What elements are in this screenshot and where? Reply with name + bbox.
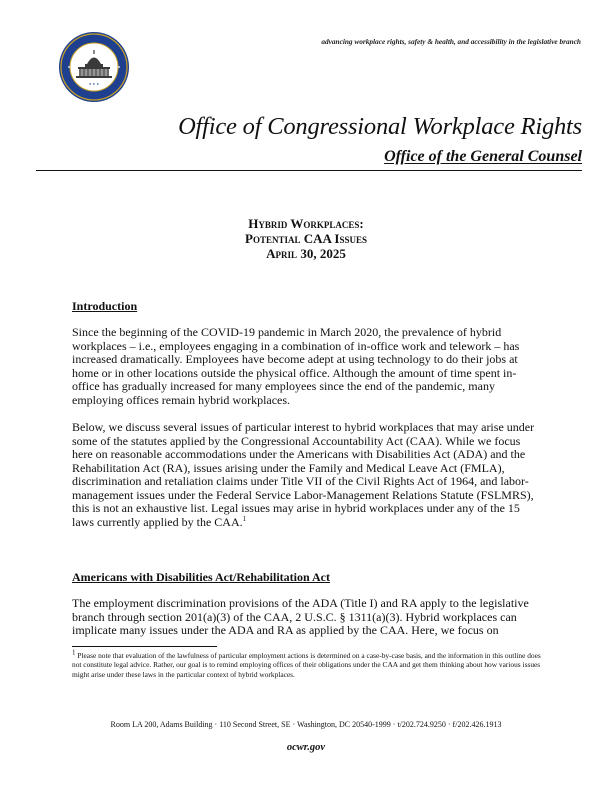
- ada-paragraph-1: The employment discrimination provisions of the ADA (Title I) and RA apply to the legislative branch through section 201(a)(3) of the CAA, 2 U.S.C. § 1311(a)(3). Hybrid workplaces can implicate many issues under the ADA and RA as applied by the CAA. Here, we focus on: [72, 596, 529, 637]
- svg-text:★ ★ ★: ★ ★ ★: [88, 82, 100, 86]
- footnote-number: 1: [72, 648, 76, 657]
- footnote-ref[interactable]: 1: [242, 514, 247, 523]
- ocwr-seal-logo: [58, 31, 130, 103]
- intro-paragraph-1: Since the beginning of the COVID-19 pandemic in March 2020, the prevalence of hybrid workplaces – i.e., employees engaging in a combination of in-office work and telework – has increased dramatically. Employees have become adept at using technology to do their jobs at home or in other locations outside the physical office. Although the amount of time spent in-office has gradually increased for many employees since the end of the pandemic, many employing offices remain hybrid workplaces.: [72, 325, 520, 407]
- intro-paragraph-2-text: Below, we discuss several issues of particular interest to hybrid workplaces that may arise under some of the statutes applied by the Congressional Accountability Act (CAA). While we focus here on reasonable accommodations under the Americans with Disabilities Act (ADA) and the Rehabilitation Act (RA), issues arising under the Family and Medical Leave Act (FMLA), discrimination and retaliation claims under Title VII of the Civil Rights Act of 1964, and labor-management issues under the Federal Service Labor-Management Relations Statute (FSLMRS), this is not an exhaustive list. Legal issues may arise in hybrid workplaces under any of the 15 laws currently applied by the CAA.: [72, 420, 535, 529]
- office-name: Office of Congressional Workplace Rights: [178, 113, 582, 140]
- tagline: advancing workplace rights, safety & health, and accessibility in the legislative branch: [321, 37, 581, 46]
- document-title: [0, 216, 612, 261]
- document-date: April 30, 2025: [266, 246, 346, 261]
- footnote-divider: [72, 646, 217, 647]
- footnote-text: Please note that evaluation of the lawfulness of particular employment actions is determined on a case-by-case basis, and the information in this outline does not constitute legal advice. Rather, our goal is to remind employing offices of their obligations under the CAA and get them thinking about how various issues might arise under these laws in the particular context of hybrid workplaces.: [72, 651, 541, 679]
- footnote: [72, 648, 542, 679]
- intro-paragraph-2: [72, 421, 540, 529]
- footer-website-link[interactable]: ocwr.gov: [286, 742, 326, 753]
- header-divider: [36, 170, 582, 171]
- title-line-2: Potential CAA Issues: [245, 231, 367, 246]
- ada-heading: Americans with Disabilities Act/Rehabilitation Act: [72, 570, 330, 584]
- footer-address: Room LA 200, Adams Building · 110 Second Street, SE · Washington, DC 20540-1999 · t/202.724.9250 · f/202.426.1913: [110, 720, 502, 729]
- title-line-1: Hybrid Workplaces:: [248, 216, 364, 231]
- intro-heading: Introduction: [72, 299, 138, 313]
- division-name: Office of the General Counsel: [384, 148, 582, 165]
